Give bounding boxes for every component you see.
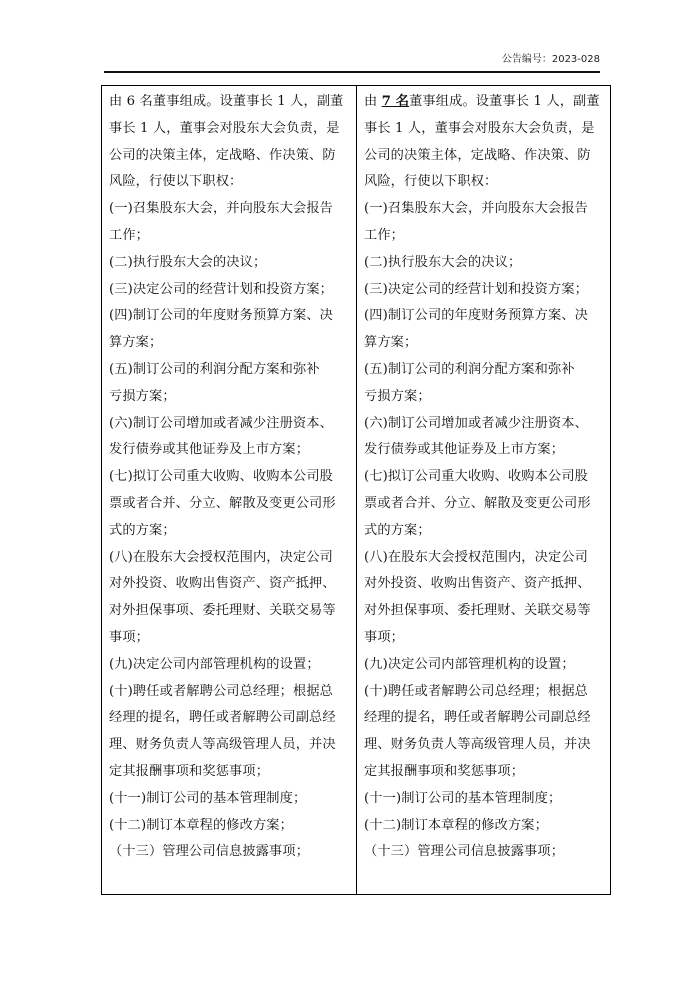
text-line [364,89,604,116]
text-line: 定其报酬事项和奖惩事项； [109,763,270,779]
text-fragment: 董事组成。设董事长 1 人，副董 [409,94,600,109]
text-line: 公司的决策主体，定战略、作决策、防 [364,147,591,163]
original-text-lines [109,116,350,866]
text-line: 风险，行使以下职权： [109,174,243,190]
text-line: (四)制订公司的年度财务预算方案、决 [109,308,333,324]
text-line: (十)聘任或者解聘公司总经理；根据总 [109,683,333,699]
text-line: 理、财务负责人等高级管理人员，并决 [109,737,336,753]
revised-text-lines [364,116,604,866]
text-line: 事项； [109,629,150,645]
text-line: 工作； [109,227,150,243]
text-line: 定其报酬事项和奖惩事项； [364,763,525,779]
text-line: 亏损方案； [364,388,431,404]
text-line: 事长 1 人，董事会对股东大会负责，是 [109,120,340,136]
text-line: 对外担保事项、委托理财、关联交易等 [364,603,591,619]
text-line: （十三）管理公司信息披露事项； [109,844,310,860]
text-line: 式的方案； [109,522,176,538]
text-line: 风险，行使以下职权： [364,174,498,190]
text-line: (九)决定公司内部管理机构的设置； [109,656,320,672]
text-line: (七)拟订公司重大收购、收购本公司股 [364,469,588,485]
notice-number: 公告编号：2023-028 [501,54,600,65]
text-line: (十)聘任或者解聘公司总经理；根据总 [364,683,588,699]
text-line: 理、财务负责人等高级管理人员，并决 [364,737,591,753]
text-line: (十一)制订公司的基本管理制度； [109,790,307,806]
text-line: (六)制订公司增加或者减少注册资本、 [364,415,588,431]
text-line: 事长 1 人，董事会对股东大会负责，是 [364,120,595,136]
text-line: (八)在股东大会授权范围内，决定公司 [364,549,588,565]
text-line: (一)召集股东大会，并向股东大会报告 [364,201,588,217]
text-line: 亏损方案； [109,388,176,404]
text-line: (一)召集股东大会，并向股东大会报告 [109,201,333,217]
text-line: 对外投资、收购出售资产、资产抵押、 [109,576,336,592]
text-line: (二)执行股东大会的决议； [109,254,267,270]
text-line: 票或者合并、分立、解散及变更公司形 [109,495,336,511]
text-line: (五)制订公司的利润分配方案和弥补 [364,361,575,377]
text-line: (十二)制订本章程的修改方案； [109,817,293,833]
text-line: 对外投资、收购出售资产、资产抵押、 [364,576,591,592]
revised-highlight: 7 名 [381,94,410,109]
revised-text-column [356,86,610,894]
text-line: (七)拟订公司重大收购、收购本公司股 [109,469,333,485]
original-text-column [102,86,356,894]
text-line: (九)决定公司内部管理机构的设置； [364,656,575,672]
text-line: (三)决定公司的经营计划和投资方案； [109,281,333,297]
text-line: 由 6 名董事组成。设董事长 1 人，副董 [109,94,344,109]
text-line: 经理的提名，聘任或者解聘公司副总经 [364,710,591,726]
text-line: (五)制订公司的利润分配方案和弥补 [109,361,320,377]
text-line: （十三）管理公司信息披露事项； [364,844,565,860]
text-fragment: 由 [364,94,382,109]
text-line: 算方案； [364,335,418,351]
text-line: 发行债券或其他证券及上市方案； [109,442,310,458]
text-line: 经理的提名，聘任或者解聘公司副总经 [109,710,336,726]
text-line: (十二)制订本章程的修改方案； [364,817,548,833]
text-line: (六)制订公司增加或者减少注册资本、 [109,415,333,431]
text-line: (二)执行股东大会的决议； [364,254,522,270]
text-line: 算方案； [109,335,163,351]
text-line: 式的方案； [364,522,431,538]
comparison-table [101,85,611,895]
text-line: (四)制订公司的年度财务预算方案、决 [364,308,588,324]
text-line: 票或者合并、分立、解散及变更公司形 [364,495,591,511]
text-line: 公司的决策主体，定战略、作决策、防 [109,147,336,163]
text-line: (八)在股东大会授权范围内，决定公司 [109,549,333,565]
text-line: 对外担保事项、委托理财、关联交易等 [109,603,336,619]
text-line: 事项； [364,629,405,645]
text-line: 工作； [364,227,405,243]
header-divider [104,71,600,73]
text-line: 发行债券或其他证券及上市方案； [364,442,565,458]
text-line: (十一)制订公司的基本管理制度； [364,790,562,806]
text-line: (三)决定公司的经营计划和投资方案； [364,281,588,297]
